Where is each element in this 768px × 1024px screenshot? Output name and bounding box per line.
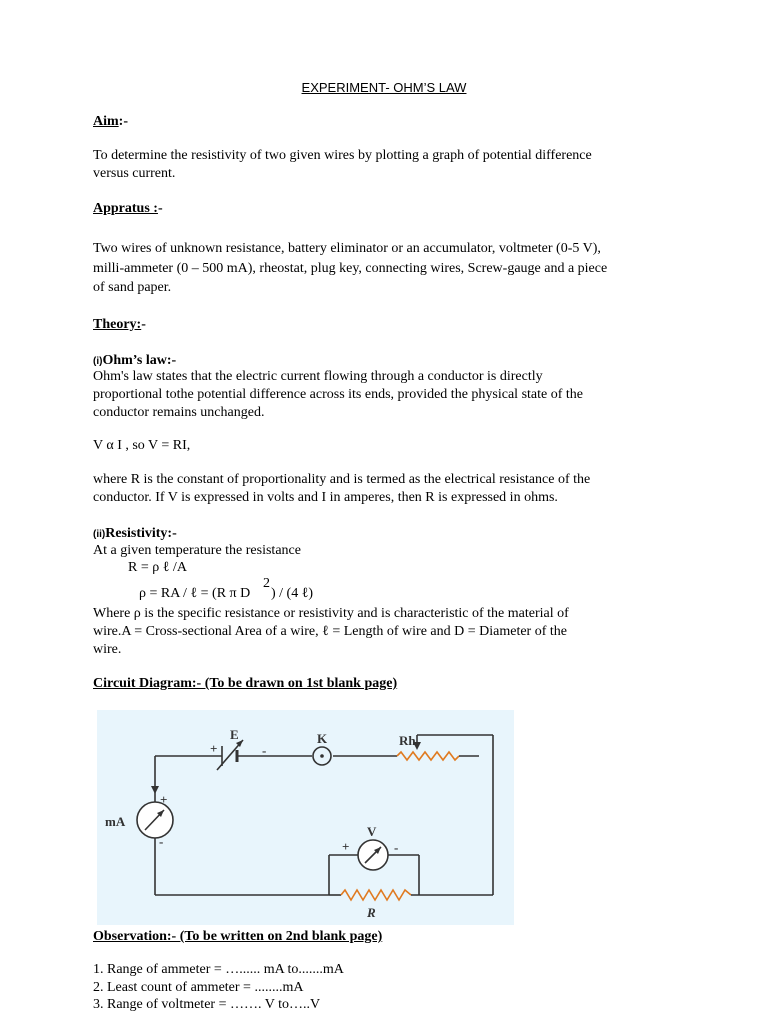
circuit-heading: Circuit Diagram:- (To be drawn on 1st blank page) [93,676,398,691]
observation-item: 2. Least count of ammeter = ........mA [93,979,304,995]
resistor-coil [341,890,411,900]
ohms-law-line: Ohm's law states that the electric current flowing through a conductor is directly [93,369,543,384]
observation-item: 3. Range of voltmeter = ……. V to…..V [93,997,321,1012]
page-title: EXPERIMENT- OHM’S LAW [301,80,467,95]
ammeter-plus: + [160,792,168,807]
ohms-law-equation: V α I , so V = RI, [93,438,191,453]
theory-heading-suffix: - [141,317,146,332]
ohms-law-line: proportional tothe potential difference across its ends, provided the physical state of the [93,387,583,402]
aim-heading: Aim [93,114,119,129]
observation-item: 1. Range of ammeter = …...... mA to.......mA [93,962,344,977]
circuit-svg [97,710,514,925]
formula-2-end: ) / (4 ℓ) [271,586,314,601]
apparatus-heading-suffix: - [157,201,163,216]
resistivity-line: At a given temperature the resistance [93,543,301,558]
apparatus-line: Two wires of unknown resistance, battery eliminator or an accumulator, voltmeter (0-5 V), [93,241,601,256]
aim-text-line: To determine the resistivity of two given wires by plotting a graph of potential difference [93,148,592,163]
formula-2-main: ρ = RA / ℓ = (R π D [139,586,251,601]
ohms-law-heading [93,351,176,369]
aim-text [93,147,592,183]
theory-heading: Theory: [93,317,142,332]
apparatus-heading-row [93,201,163,217]
ammeter-flow-arrow [151,786,159,794]
observation-list [93,961,344,1014]
resistivity-label: Resistivity:- [105,526,177,541]
ammeter-label: mA [105,814,126,829]
formula-2-superscript: 2 [263,576,270,591]
resistivity-where-line: wire. [93,642,122,657]
aim-text-line: versus current. [93,166,176,181]
ohms-law-text [93,368,583,422]
apparatus-line: of sand paper. [93,280,172,295]
key-label: K [317,731,328,746]
ohms-law-where [93,471,590,507]
rheostat-label: Rh [399,733,416,748]
observation-heading: Observation:- (To be written on 2nd blank page) [93,929,383,944]
ohms-law-where-line: conductor. If V is expressed in volts and I in amperes, then R is expressed in ohms. [93,490,558,505]
battery-minus: - [262,743,267,758]
ohms-law-line: conductor remains unchanged. [93,405,265,420]
apparatus-heading: Appratus : [93,201,158,216]
resistivity-where-line: wire.A = Cross-sectional Area of a wire, ℓ = Length of wire and D = Diameter of the [93,624,567,639]
ammeter-minus: - [159,834,164,849]
rheostat-coil [397,752,459,760]
resistivity-where [93,605,569,659]
ohms-law-prefix: (i) [93,356,103,367]
ohms-law-where-line: where R is the constant of proportionality and is termed as the electrical resistance of the [93,472,591,487]
key-dot [320,754,324,758]
resistivity-where-line: Where ρ is the specific resistance or resistivity and is characteristic of the material of [93,606,569,621]
resistivity-heading [93,524,177,542]
circuit-diagram [97,710,514,925]
voltmeter-plus: + [342,839,350,854]
resistivity-formula-2 [139,576,439,606]
resistivity-formula-1: R = ρ ℓ /A [128,560,187,575]
resistor-label: R [367,905,376,920]
aim-heading-row [93,114,128,130]
voltmeter-label: V [367,824,377,839]
resistivity-prefix: (ii) [93,529,106,540]
battery-plus: + [210,741,218,756]
apparatus-line: milli-ammeter (0 – 500 mA), rheostat, plug key, connecting wires, Screw-gauge and a piece [93,260,608,276]
battery-label: E [230,727,239,742]
voltmeter-minus: - [394,840,399,855]
theory-heading-row [93,317,146,333]
apparatus-text [93,239,607,298]
aim-heading-suffix: :- [118,114,128,129]
ohms-law-label: Ohm’s law:- [102,353,177,368]
